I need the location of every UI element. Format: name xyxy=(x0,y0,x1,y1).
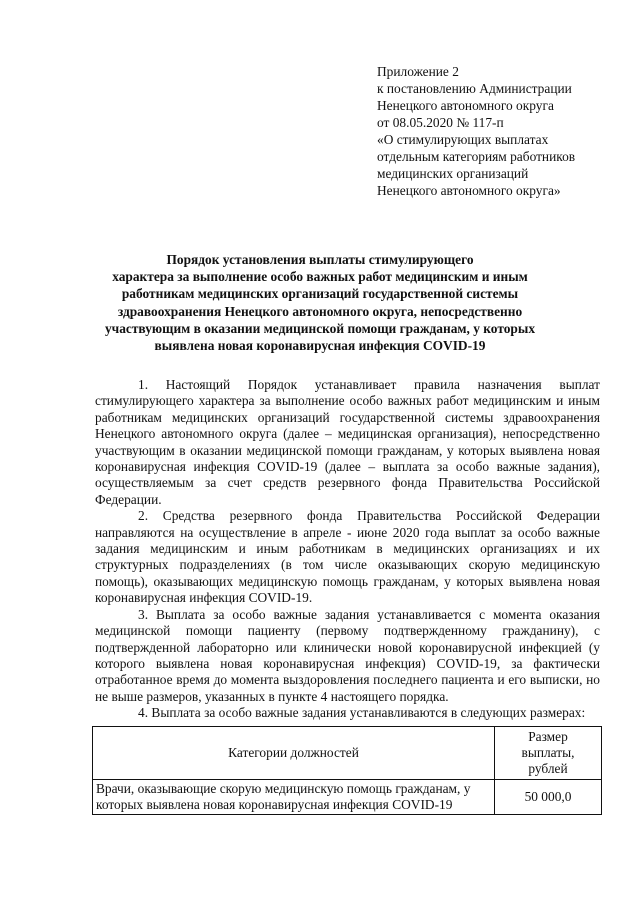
appendix-line: «О стимулирующих выплатах xyxy=(377,132,549,147)
appendix-line: Ненецкого автономного округа» xyxy=(377,183,561,198)
appendix-line: от 08.05.2020 № 117-п xyxy=(377,115,504,130)
title-line: участвующим в оказании медицинской помощи гражданам, у которых xyxy=(104,320,536,336)
header-category: Категории должностей xyxy=(93,727,495,780)
header-size xyxy=(495,727,602,780)
payment-table xyxy=(92,726,602,815)
document-body xyxy=(95,377,600,722)
title-line: характера за выполнение особо важных работ медицинским и иным xyxy=(112,269,528,285)
document-title xyxy=(100,251,540,354)
paragraph-4: 4. Выплата за особо важные задания устанавливаются в следующих размерах: xyxy=(138,705,586,721)
header-size-line: рублей xyxy=(528,761,568,776)
title-line: выявлена новая коронавирусная инфекция COVID-19 xyxy=(154,338,486,354)
paragraph-3: 3. Выплата за особо важные задания устанавливается с момента оказания медицинской помощи пациенту (первому подтвержденному гражданину), с подтвержденной лабораторно или клинически новой коронавирусной инфекцией (у которого выявлена новая коронавирусная инфекция) COVID-19, за фактически отработанное время до момента выздоровления последнего пациента и его выписки, но не выше размеров, указанных в пункте 4 настоящего порядка. xyxy=(95,606,600,704)
header-size-line: выплаты, xyxy=(521,745,575,760)
appendix-line: к постановлению Администрации xyxy=(377,81,572,96)
table-row xyxy=(93,780,602,815)
appendix-line: медицинских организаций xyxy=(377,166,529,181)
row-category: Врачи, оказывающие скорую медицинскую помощь гражданам, у которых выявлена новая коронавирусная инфекция COVID-19 xyxy=(93,780,495,815)
title-line: Порядок установления выплаты стимулирующего xyxy=(166,252,474,267)
paragraph-2: 2. Средства резервного фонда Правительства Российской Федерации направляются на осуществление в апреле - июне 2020 года выплат за особо важные задания медицинским и иным работникам в медицинских организациях и их структурных подразделениях (в том числе оказывающих скорую медицинскую помощь), оказывающих медицинскую помощь гражданам, у которых выявлена новая коронавирусная инфекция COVID-19. xyxy=(95,508,600,606)
title-line: здравоохранения Ненецкого автономного округа, непосредственно xyxy=(117,303,523,319)
header-size-line: Размер xyxy=(528,729,568,744)
appendix-line: Приложение 2 xyxy=(377,64,459,79)
appendix-line: Ненецкого автономного округа xyxy=(377,98,554,113)
row-amount: 50 000,0 xyxy=(495,780,602,815)
appendix-line: отдельным категориям работников xyxy=(377,149,576,164)
appendix-block xyxy=(377,63,627,199)
table-header-row xyxy=(93,727,602,780)
title-line: работникам медицинских организаций государственной системы xyxy=(121,286,519,302)
paragraph-1: 1. Настоящий Порядок устанавливает правила назначения выплат стимулирующего характера за выполнение особо важных работ медицинским и иным работникам медицинских организаций государственной системы здравоохранения Ненецкого автономного округа (далее – медицинская организация), непосредственно участвующим в оказании медицинской помощи гражданам, у которых выявлена новая коронавирусная инфекция COVID-19 (далее – выплата за особо важные задания), осуществляемым за счет средств резервного фонда Правительства Российской Федерации. xyxy=(95,377,600,507)
